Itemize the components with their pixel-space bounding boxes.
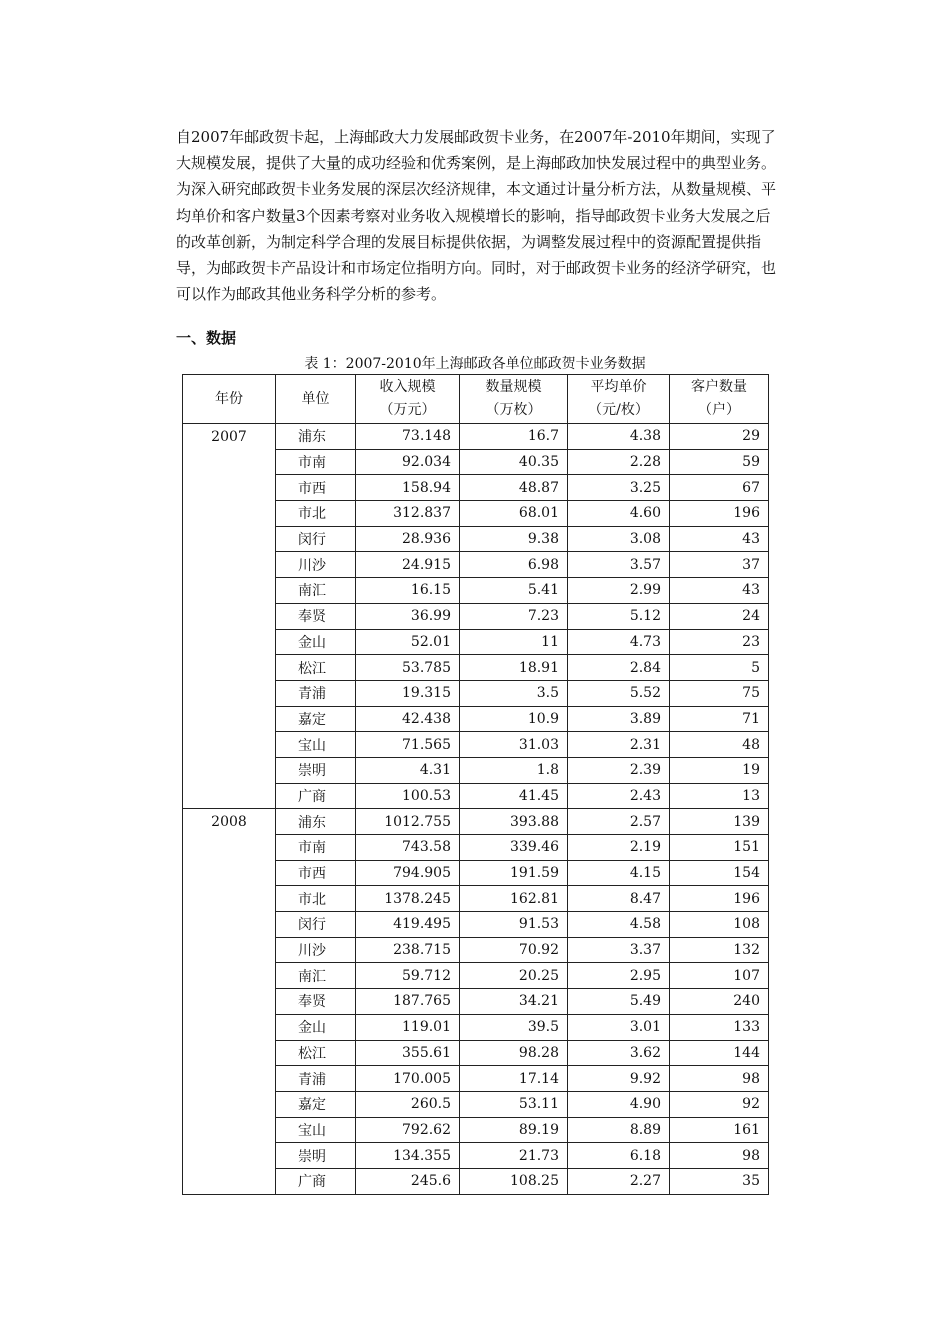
cell-unit: 奉贤: [276, 603, 356, 629]
cell-customers: 240: [670, 989, 769, 1015]
cell-unit: 青浦: [276, 680, 356, 706]
table-row: [183, 1014, 769, 1040]
cell-unit: 闵行: [276, 912, 356, 938]
cell-volume: 39.5: [460, 1014, 568, 1040]
cell-customers: 24: [670, 603, 769, 629]
header-revenue: [356, 375, 460, 424]
cell-year: [183, 1040, 276, 1066]
cell-unit: 市北: [276, 886, 356, 912]
cell-year: [183, 1168, 276, 1194]
cell-year: [183, 475, 276, 501]
cell-revenue: 100.53: [356, 783, 460, 809]
table-row: [183, 963, 769, 989]
table-row: [183, 424, 769, 450]
header-customers-line1: 客户数量: [691, 379, 747, 395]
cell-revenue: 59.712: [356, 963, 460, 989]
cell-price: 3.25: [568, 475, 670, 501]
cell-revenue: 245.6: [356, 1168, 460, 1194]
cell-volume: 20.25: [460, 963, 568, 989]
cell-price: 3.62: [568, 1040, 670, 1066]
cell-unit: 金山: [276, 629, 356, 655]
cell-price: 2.28: [568, 449, 670, 475]
cell-price: 5.49: [568, 989, 670, 1015]
cell-unit: 崇明: [276, 1143, 356, 1169]
cell-customers: 154: [670, 860, 769, 886]
cell-volume: 191.59: [460, 860, 568, 886]
cell-unit: 川沙: [276, 552, 356, 578]
cell-revenue: 52.01: [356, 629, 460, 655]
cell-revenue: 71.565: [356, 732, 460, 758]
cell-price: 3.37: [568, 937, 670, 963]
cell-revenue: 73.148: [356, 424, 460, 450]
cell-volume: 339.46: [460, 835, 568, 861]
cell-volume: 16.7: [460, 424, 568, 450]
cell-price: 2.57: [568, 809, 670, 835]
cell-volume: 89.19: [460, 1117, 568, 1143]
cell-unit: 崇明: [276, 757, 356, 783]
cell-year: [183, 578, 276, 604]
cell-volume: 393.88: [460, 809, 568, 835]
cell-price: 6.18: [568, 1143, 670, 1169]
cell-year: [183, 937, 276, 963]
cell-customers: 43: [670, 526, 769, 552]
cell-year: [183, 912, 276, 938]
cell-unit: 市北: [276, 501, 356, 527]
table-row: [183, 757, 769, 783]
cell-revenue: 36.99: [356, 603, 460, 629]
cell-revenue: 92.034: [356, 449, 460, 475]
cell-volume: 162.81: [460, 886, 568, 912]
table-row: [183, 937, 769, 963]
cell-year: [183, 526, 276, 552]
cell-customers: 108: [670, 912, 769, 938]
cell-revenue: 792.62: [356, 1117, 460, 1143]
table-row: [183, 1040, 769, 1066]
cell-year: [183, 449, 276, 475]
cell-revenue: 1012.755: [356, 809, 460, 835]
cell-year: [183, 757, 276, 783]
cell-customers: 196: [670, 501, 769, 527]
cell-unit: 市西: [276, 475, 356, 501]
cell-year: [183, 1066, 276, 1092]
header-price-line2: （元/枚）: [588, 402, 649, 418]
cell-year: [183, 1091, 276, 1117]
cell-customers: 37: [670, 552, 769, 578]
table-row: [183, 1091, 769, 1117]
cell-revenue: 19.315: [356, 680, 460, 706]
cell-volume: 53.11: [460, 1091, 568, 1117]
cell-year: [183, 706, 276, 732]
cell-price: 4.15: [568, 860, 670, 886]
cell-customers: 29: [670, 424, 769, 450]
cell-price: 2.99: [568, 578, 670, 604]
cell-year: [183, 835, 276, 861]
table-row: [183, 886, 769, 912]
data-table: [182, 374, 769, 1195]
table-row: [183, 680, 769, 706]
cell-price: 8.89: [568, 1117, 670, 1143]
cell-revenue: 312.837: [356, 501, 460, 527]
table-row: [183, 1143, 769, 1169]
table-row: [183, 501, 769, 527]
table-row: [183, 578, 769, 604]
cell-price: 5.52: [568, 680, 670, 706]
cell-unit: 市南: [276, 835, 356, 861]
cell-volume: 18.91: [460, 655, 568, 681]
cell-unit: 浦东: [276, 424, 356, 450]
cell-customers: 92: [670, 1091, 769, 1117]
cell-price: 2.95: [568, 963, 670, 989]
cell-unit: 松江: [276, 1040, 356, 1066]
cell-customers: 107: [670, 963, 769, 989]
header-price: [568, 375, 670, 424]
cell-revenue: 743.58: [356, 835, 460, 861]
cell-customers: 71: [670, 706, 769, 732]
cell-unit: 广商: [276, 1168, 356, 1194]
table-row: [183, 1066, 769, 1092]
cell-customers: 13: [670, 783, 769, 809]
cell-volume: 5.41: [460, 578, 568, 604]
cell-customers: 5: [670, 655, 769, 681]
header-revenue-line1: 收入规模: [379, 379, 436, 395]
cell-customers: 196: [670, 886, 769, 912]
cell-year: 2008: [183, 809, 276, 835]
cell-unit: 嘉定: [276, 1091, 356, 1117]
table-row: [183, 475, 769, 501]
cell-volume: 6.98: [460, 552, 568, 578]
cell-year: [183, 963, 276, 989]
cell-revenue: 260.5: [356, 1091, 460, 1117]
cell-year: [183, 783, 276, 809]
cell-volume: 98.28: [460, 1040, 568, 1066]
cell-year: [183, 501, 276, 527]
cell-price: 3.57: [568, 552, 670, 578]
table-row: [183, 1117, 769, 1143]
cell-volume: 68.01: [460, 501, 568, 527]
cell-unit: 宝山: [276, 1117, 356, 1143]
table-row: [183, 655, 769, 681]
cell-revenue: 419.495: [356, 912, 460, 938]
cell-unit: 奉贤: [276, 989, 356, 1015]
table-row: [183, 912, 769, 938]
table-row: [183, 989, 769, 1015]
cell-price: 2.19: [568, 835, 670, 861]
cell-year: 2007: [183, 424, 276, 450]
cell-year: [183, 552, 276, 578]
cell-unit: 广商: [276, 783, 356, 809]
cell-volume: 41.45: [460, 783, 568, 809]
cell-revenue: 794.905: [356, 860, 460, 886]
header-unit: 单位: [276, 375, 356, 424]
cell-volume: 91.53: [460, 912, 568, 938]
header-price-line1: 平均单价: [590, 379, 647, 395]
cell-year: [183, 1117, 276, 1143]
table-row: [183, 603, 769, 629]
cell-price: 8.47: [568, 886, 670, 912]
cell-revenue: 16.15: [356, 578, 460, 604]
section-heading: 一、数据: [176, 329, 237, 347]
cell-volume: 10.9: [460, 706, 568, 732]
cell-unit: 南汇: [276, 963, 356, 989]
header-customers: [670, 375, 769, 424]
cell-volume: 7.23: [460, 603, 568, 629]
cell-volume: 31.03: [460, 732, 568, 758]
cell-price: 3.89: [568, 706, 670, 732]
cell-unit: 金山: [276, 1014, 356, 1040]
cell-price: 9.92: [568, 1066, 670, 1092]
header-volume-line1: 数量规模: [485, 379, 542, 395]
cell-customers: 48: [670, 732, 769, 758]
cell-price: 2.31: [568, 732, 670, 758]
header-revenue-line2: （万元）: [379, 402, 436, 418]
cell-year: [183, 886, 276, 912]
cell-volume: 17.14: [460, 1066, 568, 1092]
header-year: 年份: [183, 375, 276, 424]
table-row: [183, 860, 769, 886]
cell-year: [183, 732, 276, 758]
cell-unit: 川沙: [276, 937, 356, 963]
cell-customers: 151: [670, 835, 769, 861]
cell-unit: 浦东: [276, 809, 356, 835]
cell-customers: 133: [670, 1014, 769, 1040]
cell-customers: 43: [670, 578, 769, 604]
cell-price: 2.84: [568, 655, 670, 681]
table-row: [183, 706, 769, 732]
table-header-row: [183, 375, 769, 424]
header-volume-line2: （万枚）: [485, 402, 542, 418]
table-row: [183, 783, 769, 809]
cell-customers: 59: [670, 449, 769, 475]
cell-unit: 闵行: [276, 526, 356, 552]
cell-unit: 青浦: [276, 1066, 356, 1092]
cell-volume: 1.8: [460, 757, 568, 783]
table-row: [183, 1168, 769, 1194]
cell-price: 4.73: [568, 629, 670, 655]
cell-volume: 108.25: [460, 1168, 568, 1194]
cell-year: [183, 860, 276, 886]
cell-unit: 南汇: [276, 578, 356, 604]
table-caption: 表 1：2007-2010年上海邮政各单位邮政贺卡业务数据: [304, 356, 646, 372]
table-row: [183, 552, 769, 578]
cell-unit: 松江: [276, 655, 356, 681]
cell-year: [183, 680, 276, 706]
cell-customers: 132: [670, 937, 769, 963]
cell-unit: 市西: [276, 860, 356, 886]
cell-customers: 67: [670, 475, 769, 501]
cell-volume: 21.73: [460, 1143, 568, 1169]
cell-year: [183, 629, 276, 655]
table-row: [183, 629, 769, 655]
cell-revenue: 170.005: [356, 1066, 460, 1092]
cell-price: 3.08: [568, 526, 670, 552]
cell-price: 2.27: [568, 1168, 670, 1194]
cell-volume: 40.35: [460, 449, 568, 475]
cell-price: 5.12: [568, 603, 670, 629]
cell-revenue: 238.715: [356, 937, 460, 963]
table-row: [183, 526, 769, 552]
cell-price: 2.43: [568, 783, 670, 809]
cell-volume: 70.92: [460, 937, 568, 963]
cell-revenue: 4.31: [356, 757, 460, 783]
cell-customers: 144: [670, 1040, 769, 1066]
cell-customers: 35: [670, 1168, 769, 1194]
cell-year: [183, 655, 276, 681]
cell-volume: 9.38: [460, 526, 568, 552]
cell-revenue: 28.936: [356, 526, 460, 552]
cell-customers: 75: [670, 680, 769, 706]
cell-year: [183, 1143, 276, 1169]
cell-customers: 19: [670, 757, 769, 783]
cell-revenue: 1378.245: [356, 886, 460, 912]
cell-volume: 34.21: [460, 989, 568, 1015]
cell-price: 4.38: [568, 424, 670, 450]
cell-customers: 161: [670, 1117, 769, 1143]
cell-revenue: 355.61: [356, 1040, 460, 1066]
cell-revenue: 42.438: [356, 706, 460, 732]
cell-year: [183, 1014, 276, 1040]
cell-customers: 98: [670, 1066, 769, 1092]
header-customers-line2: （户）: [698, 402, 740, 418]
cell-revenue: 53.785: [356, 655, 460, 681]
header-volume: [460, 375, 568, 424]
cell-volume: 48.87: [460, 475, 568, 501]
cell-volume: 11: [460, 629, 568, 655]
cell-price: 2.39: [568, 757, 670, 783]
cell-revenue: 187.765: [356, 989, 460, 1015]
intro-paragraph: 自2007年邮政贺卡起，上海邮政大力发展邮政贺卡业务，在2007年-2010年期间，实现了大规模发展，提供了大量的成功经验和优秀案例，是上海邮政加快发展过程中的典型业务。为深入研究邮政贺卡业务发展的深层次经济规律，本文通过计量分析方法，从数量规模、平均单价和客户数量3个因素考察对业务收入规模增长的影响，指导邮政贺卡业务大发展之后的改革创新，为制定科学合理的发展目标提供依据，为调整发展过程中的资源配置提供指导，为邮政贺卡产品设计和市场定位指明方向。同时，对于邮政贺卡业务的经济学研究，也可以作为邮政其他业务科学分析的参考。: [176, 128, 777, 304]
cell-price: 4.60: [568, 501, 670, 527]
cell-revenue: 158.94: [356, 475, 460, 501]
cell-volume: 3.5: [460, 680, 568, 706]
table-row: [183, 835, 769, 861]
cell-price: 3.01: [568, 1014, 670, 1040]
cell-year: [183, 989, 276, 1015]
cell-customers: 23: [670, 629, 769, 655]
cell-revenue: 119.01: [356, 1014, 460, 1040]
cell-unit: 市南: [276, 449, 356, 475]
table-row: [183, 732, 769, 758]
cell-price: 4.58: [568, 912, 670, 938]
cell-revenue: 134.355: [356, 1143, 460, 1169]
cell-revenue: 24.915: [356, 552, 460, 578]
cell-customers: 98: [670, 1143, 769, 1169]
table-row: [183, 809, 769, 835]
cell-unit: 嘉定: [276, 706, 356, 732]
cell-price: 4.90: [568, 1091, 670, 1117]
cell-customers: 139: [670, 809, 769, 835]
table-body: [183, 424, 769, 1195]
table-row: [183, 449, 769, 475]
cell-unit: 宝山: [276, 732, 356, 758]
cell-year: [183, 603, 276, 629]
